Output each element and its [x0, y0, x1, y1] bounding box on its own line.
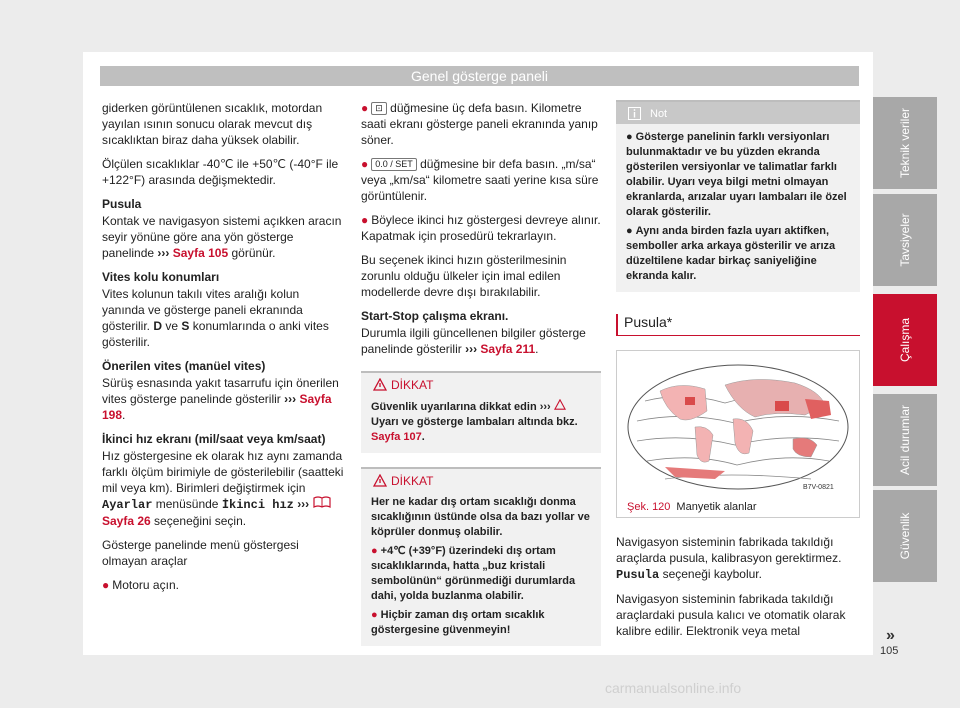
- text-paragraph: giderken görüntülenen sıcaklık, motordan yayılan ısının sonucu olarak mevcut dış sıcaklıktan biraz daha yüksek olabilir.: [102, 101, 323, 147]
- warning-title: DİKKAT: [391, 378, 434, 392]
- warning-box: DİKKAT Her ne kadar dış ortam sıcaklığı donma sıcaklığının üstünde olsa da bazı yollar ve köprüler donmuş olabilir. ● +4℃ (+39°F) üzerindeki dış ortam sıcaklıklarında, hatta „buz kristali sembolünün“ görünmediği durumlarda dahi, yolda buzlanma olabilir. ● Hiçbir zaman dış ortam sıcaklık göstergesine güvenmeyin!: [361, 467, 601, 646]
- tab-tavsiyeler[interactable]: Tavsiyeler: [873, 194, 937, 286]
- arrow-icon: ›››: [297, 497, 310, 511]
- heading-pusula: Pusula: [102, 197, 142, 211]
- text-paragraph: Durumla ilgili güncellenen bilgiler gösterge panelinde gösterilir ››› Sayfa 211.: [361, 326, 586, 356]
- magnetic-field-map-image: [625, 361, 851, 495]
- bullet-icon: ●: [361, 213, 369, 227]
- note-box: Not ● Gösterge panelinin farklı versiyonları bulunmaktadır ve bu yüzden ekranda gösterilen versiyonlar ve talimatlar farklı olabilir. Uyarı veya bilgi metni olmayan ekranlarda, arızalar uyarı lambaları ile özel olarak gösterilir. ● Aynı anda birden fazla uyarı aktifken, semboller arka arkaya gösterilir ve arıza düzeltilene kadar birkaç saniyeliğine ekranda kalır.: [616, 100, 860, 292]
- page-link[interactable]: Sayfa 198: [102, 392, 332, 422]
- figure-caption: Şek. 120 Manyetik alanlar: [627, 501, 757, 513]
- arrow-icon: ›››: [157, 246, 170, 260]
- page-link[interactable]: Sayfa 211: [480, 342, 536, 356]
- figure-magnetic-fields: [616, 350, 860, 518]
- tab-acil-durumlar[interactable]: Acil durumlar: [873, 394, 937, 486]
- tab-guvenlik[interactable]: Güvenlik: [873, 490, 937, 582]
- text-paragraph: Hız göstergesine ek olarak hız aynı zamanda farklı ölçüm birimiyle de gösterilebilir (saatteki mil veya km). Birimleri değiştirmek için Ayarlar menüsünde İkinci hız ››› Sayfa 26 seçeneğini seçin.: [102, 449, 344, 528]
- text-paragraph: Bu seçenek ikinci hızın gösterilmesinin zorunlu olduğu ülkeler için imal edilen modellerde devre dışı bırakılabilir.: [361, 253, 567, 299]
- bullet-icon: ●: [361, 157, 369, 171]
- text-paragraph: Gösterge panelinde menü göstergesi olmayan araçlar: [102, 538, 299, 568]
- page-header: Genel gösterge paneli: [100, 66, 859, 86]
- text-paragraph: Kontak ve navigasyon sistemi açıkken aracın seyir yönüne göre ana yön gösterge panelinde ››› Sayfa 105 görünür.: [102, 214, 342, 260]
- warning-icon: [373, 474, 387, 487]
- page-link[interactable]: Sayfa 105: [172, 246, 229, 260]
- page-number: 105: [880, 645, 899, 657]
- bullet-icon: ●: [371, 545, 378, 557]
- note-title: Not: [650, 108, 668, 120]
- info-icon: [628, 107, 641, 120]
- page-link[interactable]: Sayfa 107: [371, 431, 422, 443]
- column-1: [102, 100, 345, 601]
- warning-box: DİKKAT Güvenlik uyarılarına dikkat edin ››› Uyarı ve gösterge lambaları altında bkz. Sayfa 107.: [361, 371, 601, 453]
- text-paragraph: Vites kolunun takılı vites aralığı kolun yanında ve gösterge paneli ekranında gösterilir. D ve S konumlarında o anki vites gösterilir.: [102, 287, 329, 349]
- heading-ikinci: İkinci hız ekranı (mil/saat veya km/saat): [102, 432, 326, 446]
- warning-icon: [373, 378, 387, 391]
- bullet-icon: ●: [371, 609, 378, 621]
- bullet-icon: ●: [361, 101, 369, 115]
- heading-start-stop: Start-Stop çalışma ekranı.: [361, 309, 509, 323]
- list-item: ● Motoru açın.: [102, 578, 179, 592]
- warning-title: DİKKAT: [391, 474, 434, 488]
- arrow-icon: ›››: [465, 342, 478, 356]
- warning-icon: [554, 399, 566, 410]
- text-paragraph: Navigasyon sisteminin fabrikada takıldığı araçlarda pusula, kalibrasyon gerektirmez. Pusula seçeneği kaybolur.: [616, 535, 842, 582]
- column-2: [361, 100, 601, 660]
- text-paragraph: Navigasyon sisteminin fabrikada takıldığı araçlardaki pusula kalıcı ve otomatik olarak kalibre edilir. Elektronik veya metal: [616, 592, 846, 638]
- text-paragraph: Ölçülen sıcaklıklar -40℃ ile +50℃ (-40°F ile +122°F) arasında değişmektedir.: [102, 157, 339, 187]
- tab-teknik-veriler[interactable]: Teknik veriler: [873, 97, 937, 189]
- list-item: ● ⊡ düğmesine üç defa basın. Kilometre saati ekranı gösterge paneli ekranında yanıp söner.: [361, 101, 598, 147]
- arrow-icon: ›››: [284, 392, 297, 406]
- section-title: Pusula*: [616, 314, 860, 336]
- list-item: ● 0.0 / SET düğmesine bir defa basın. „m/sa“ veya „km/sa“ kilometre saati yerine kısa süre görüntülenir.: [361, 157, 599, 203]
- heading-oneri: Önerilen vites (manüel vites): [102, 359, 266, 373]
- column-3: [616, 100, 860, 647]
- bullet-icon: ●: [102, 578, 110, 592]
- continue-icon: »: [886, 627, 895, 644]
- set-button-key: 0.0 / SET: [371, 158, 417, 171]
- figure-code: B7V-0821: [803, 484, 834, 491]
- watermark: carmanualsonline.info: [605, 680, 742, 696]
- manual-icon: [313, 496, 331, 508]
- list-item: ● Böylece ikinci hız göstergesi devreye alınır. Kapatmak için prosedürü tekrarlayın.: [361, 213, 601, 243]
- text-paragraph: Sürüş esnasında yakıt tasarrufu için önerilen vites gösterge panelinde gösterilir ››› Sayfa 198.: [102, 376, 339, 422]
- heading-vites: Vites kolu konumları: [102, 270, 220, 284]
- page-link[interactable]: Sayfa 26: [102, 514, 151, 528]
- tab-calisma[interactable]: Çalışma: [873, 294, 937, 386]
- trip-button-icon: ⊡: [371, 102, 387, 115]
